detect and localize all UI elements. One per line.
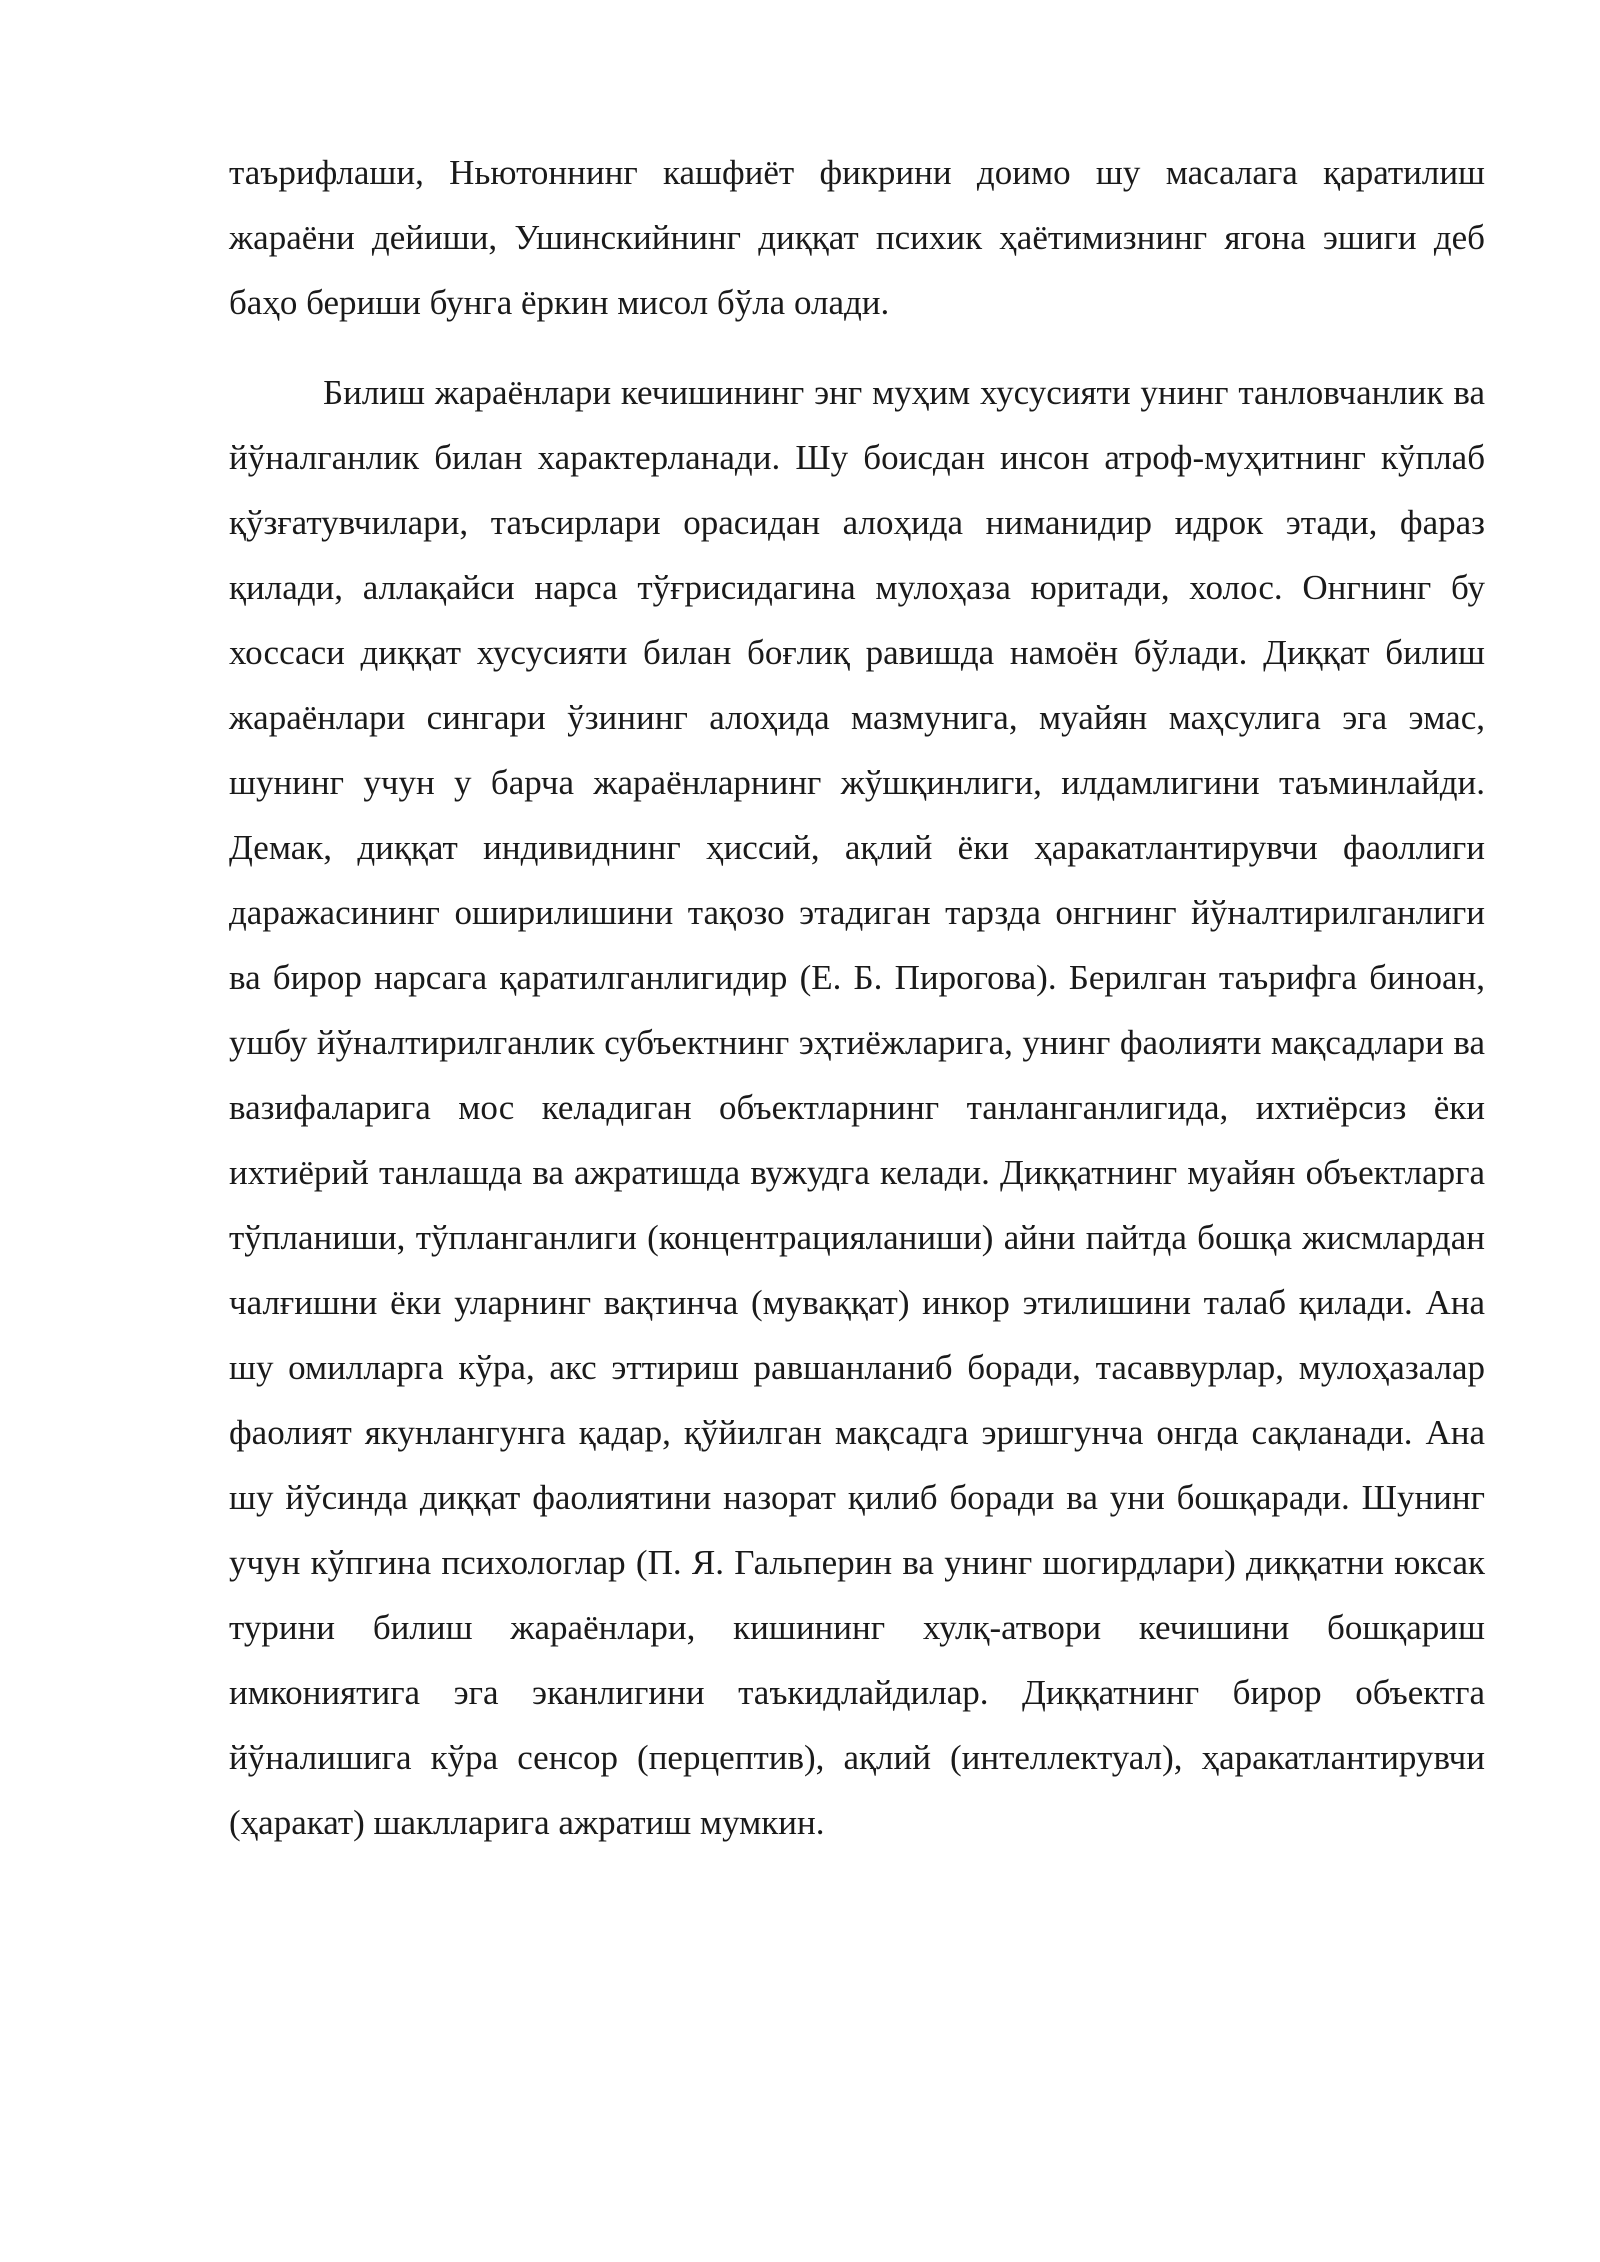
document-body	[229, 140, 1485, 1855]
paragraph-continuation: таърифлаши, Ньютоннинг кашфиёт фикрини доимо шу масалага қаратилиш жараёни дейиши, Ушинскийнинг диққат психик ҳаётимизнинг ягона эшиги деб баҳо бериши бунга ёркин мисол бўла олади.	[229, 153, 1485, 322]
paragraph-main: Билиш жараёнлари кечишининг энг муҳим хусусияти унинг танловчанлик ва йўналганлик билан характерланади. Шу боисдан инсон атроф-муҳитнинг кўплаб қўзғатувчилари, таъсирлари орасидан алоҳида ниманидир идрок этади, фараз қилади, аллақайси нарса тўғрисидагина мулоҳаза юритади, холос. Онгнинг бу хоссаси диққат хусусияти билан боғлиқ равишда намоён бўлади. Диққат билиш жараёнлари сингари ўзининг алоҳида мазмунига, муайян маҳсулига эга эмас, шунинг учун у барча жараёнларнинг жўшқинлиги, илдамлигини таъминлайди. Демак, диққат индивиднинг ҳиссий, ақлий ёки ҳаракатлантирувчи фаоллиги даражасининг оширилишини тақозо этадиган тарзда онгнинг йўналтирилганлиги ва бирор нарсага қаратилганлигидир (Е. Б. Пирогова). Берилган таърифга биноан, ушбу йўналтирилганлик субъектнинг эҳтиёжларига, унинг фаолияти мақсадлари ва вазифаларига мос келадиган объектларнинг танланганлигида, ихтиёрсиз ёки ихтиёрий танлашда ва ажратишда вужудга келади. Диққатнинг муайян объектларга тўпланиши, тўпланганлиги (концентрацияланиши) айни пайтда бошқа жисмлардан чалғишни ёки уларнинг вақтинча (муваққат) инкор этилишини талаб қилади. Ана шу омилларга кўра, акс эттириш равшанланиб боради, тасаввурлар, мулоҳазалар фаолият якунлангунга қадар, қўйилган мақсадга эришгунча онгда сақланади. Ана шу йўсинда диққат фаолиятини назорат қилиб боради ва уни бошқаради. Шунинг учун кўпгина психологлар (П. Я. Гальперин ва унинг шогирдлари) диққатни юксак турини билиш жараёнлари, кишининг хулқ-атвори кечишини бошқариш имкониятига эга эканлигини таъкидлайдилар. Диққатнинг бирор объектга йўналишига кўра сенсор (перцептив), ақлий (интеллектуал), ҳаракатлантирувчи (ҳаракат) шаклларига ажратиш мумкин.	[229, 373, 1485, 1842]
